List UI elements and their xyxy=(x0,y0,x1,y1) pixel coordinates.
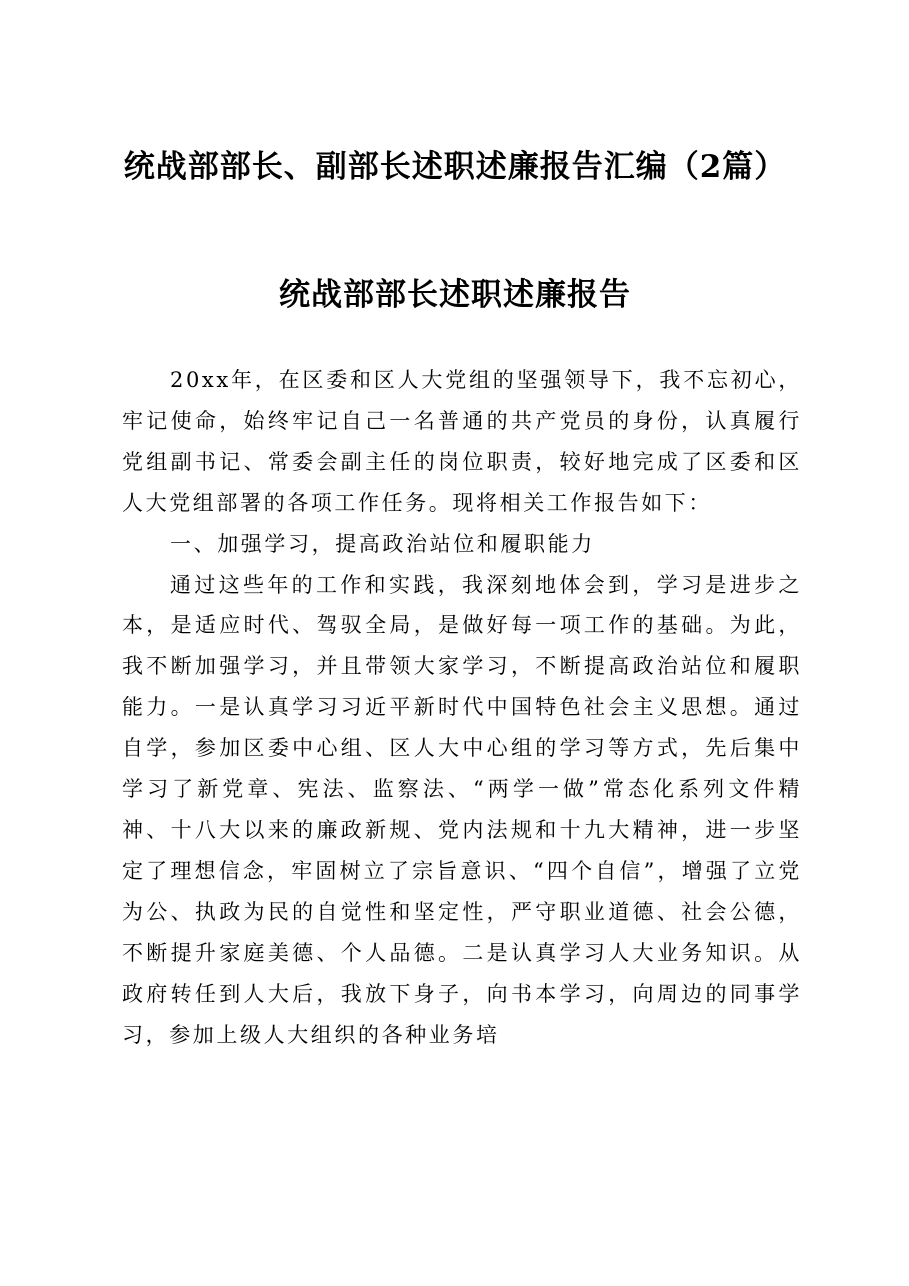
document-body xyxy=(122,360,802,1055)
paragraph-study: 通过这些年的工作和实践，我深刻地体会到，学习是进步之本，是适应时代、驾驭全局，是做好每一项工作的基础。为此，我不断加强学习，并且带领大家学习，不断提高政治站位和履职能力。一是认真学习习近平新时代中国特色社会主义思想。通过自学，参加区委中心组、区人大中心组的学习等方式，先后集中学习了新党章、宪法、监察法、“两学一做”常态化系列文件精神、十八大以来的廉政新规、党内法规和十九大精神，进一步坚定了理想信念，牢固树立了宗旨意识、“四个自信”，增强了立党为公、执政为民的自觉性和坚定性，严守职业道德、社会公德，不断提升家庭美德、个人品德。二是认真学习人大业务知识。从政府转任到人大后，我放下身子，向书本学习，向周边的同事学习，参加上级人大组织的各种业务培 xyxy=(122,572,802,1047)
document-title: 统战部部长、副部长述职述廉报告汇编（2篇） xyxy=(123,149,787,185)
paragraph-intro: 20xx年，在区委和区人大党组的坚强领导下，我不忘初心，牢记使命，始终牢记自己一名普通的共产党员的身份，认真履行党组副书记、常委会副主任的岗位职责，较好地完成了区委和区人大党组部署的各项工作任务。现将相关工作报告如下： xyxy=(122,368,802,515)
section-title: 统战部部长述职述廉报告 xyxy=(279,277,631,313)
paragraph-heading-1: 一、加强学习，提高政治站位和履职能力 xyxy=(170,531,595,556)
